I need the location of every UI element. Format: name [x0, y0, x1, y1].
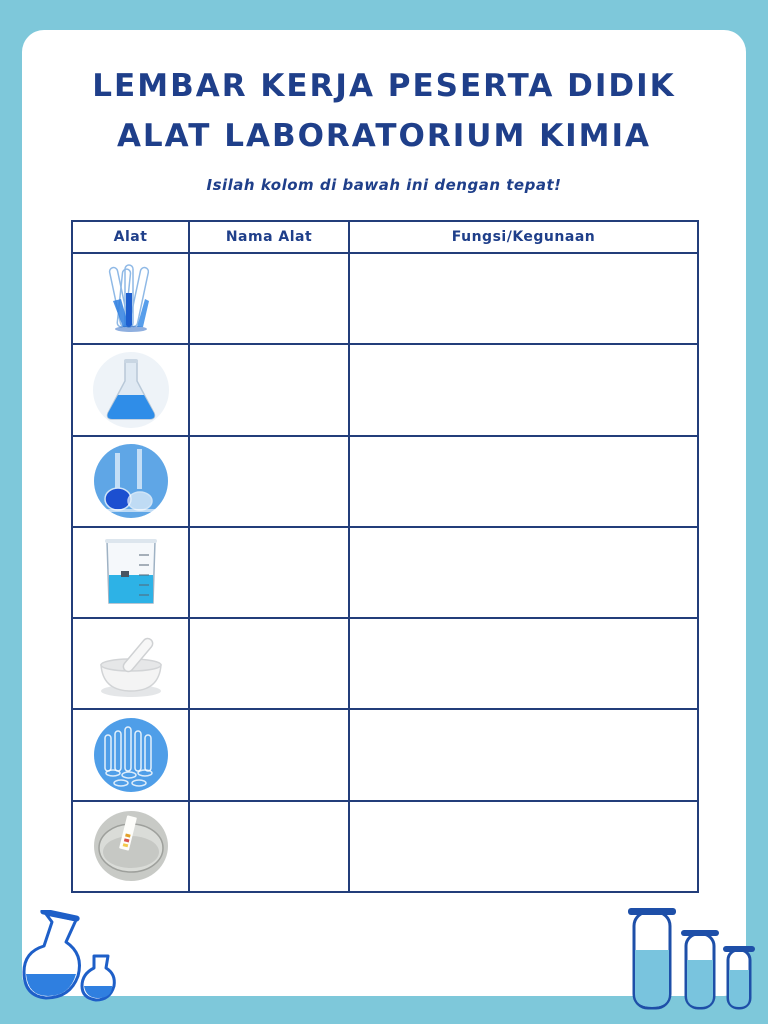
alat-cell — [72, 527, 189, 618]
title-line-1: LEMBAR KERJA PESERTA DIDIK — [92, 68, 676, 104]
flask-decoration-icon — [18, 910, 122, 1006]
instruction-text: Isilah kolom di bawah ini dengan tepat! — [206, 176, 562, 194]
header-fungsi: Fungsi/Kegunaan — [349, 221, 698, 253]
nama-alat-cell[interactable] — [189, 527, 349, 618]
test-tubes-decoration-icon — [626, 904, 758, 1014]
table-row — [72, 527, 698, 618]
fungsi-cell[interactable] — [349, 344, 698, 435]
nama-alat-cell[interactable] — [189, 801, 349, 892]
alat-cell — [72, 618, 189, 709]
volumetric-flasks-icon — [93, 443, 169, 519]
table-row — [72, 709, 698, 800]
mortar-pestle-icon — [93, 629, 169, 699]
nama-alat-cell[interactable] — [189, 618, 349, 709]
worksheet-table — [71, 220, 699, 893]
test-tube-rack-icon — [93, 717, 169, 793]
alat-cell — [72, 436, 189, 527]
header-alat: Alat — [72, 221, 189, 253]
erlenmeyer-flask-icon — [92, 351, 170, 429]
table-row — [72, 801, 698, 892]
nama-alat-cell[interactable] — [189, 709, 349, 800]
beaker-icon — [101, 537, 161, 607]
table-row — [72, 618, 698, 709]
fungsi-cell[interactable] — [349, 618, 698, 709]
header-nama-alat: Nama Alat — [189, 221, 349, 253]
table-row — [72, 436, 698, 527]
title-line-2: ALAT LABORATORIUM KIMIA — [116, 118, 652, 154]
table-row — [72, 344, 698, 435]
alat-cell — [72, 253, 189, 344]
fungsi-cell[interactable] — [349, 527, 698, 618]
fungsi-cell[interactable] — [349, 436, 698, 527]
alat-cell — [72, 344, 189, 435]
alat-cell — [72, 801, 189, 892]
table-header-row — [72, 221, 698, 253]
nama-alat-cell[interactable] — [189, 344, 349, 435]
table-row — [72, 253, 698, 344]
nama-alat-cell[interactable] — [189, 253, 349, 344]
alat-cell — [72, 709, 189, 800]
fungsi-cell[interactable] — [349, 801, 698, 892]
ph-paper-dish-icon — [93, 810, 169, 882]
nama-alat-cell[interactable] — [189, 436, 349, 527]
test-tubes-icon — [101, 263, 161, 335]
fungsi-cell[interactable] — [349, 253, 698, 344]
fungsi-cell[interactable] — [349, 709, 698, 800]
